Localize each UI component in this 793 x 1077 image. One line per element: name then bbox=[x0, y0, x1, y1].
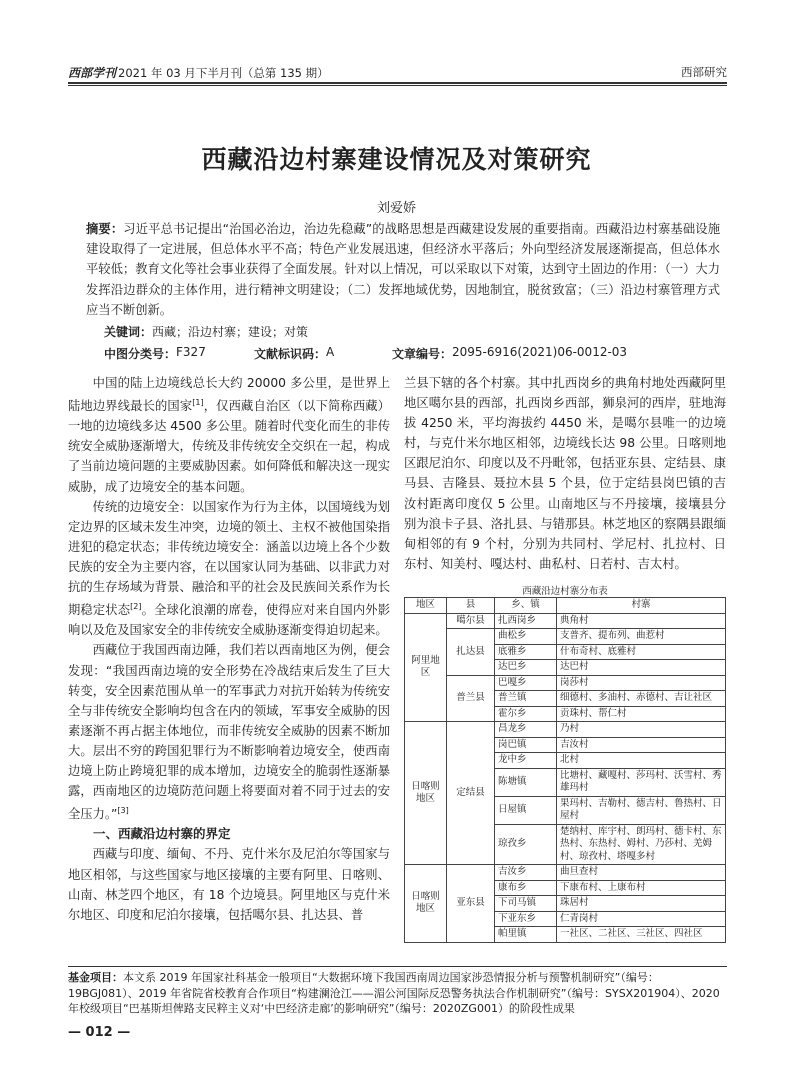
journal-logo: 西部学刊 bbox=[68, 66, 117, 80]
page-number: — 012 — bbox=[68, 1025, 131, 1040]
village-cell: 典角村 bbox=[557, 613, 726, 629]
table-row bbox=[405, 629, 726, 645]
town-cell: 岗巴镇 bbox=[495, 737, 557, 753]
town-cell: 下亚东乡 bbox=[495, 911, 557, 927]
paragraph: 西藏与印度、缅甸、不丹、克什米尔及尼泊尔等国家与地区相邻，与这些国家与地区接壤的主要有阿里、日喀则、山南、林芝四个地区，有 18 个边境县。阿里地区与克什米尔地区、印度和尼泊尔接壤，包括噶尔县、扎达县、普 bbox=[68, 847, 390, 922]
keywords-label: 关键词： bbox=[104, 325, 153, 339]
town-cell: 达巴乡 bbox=[495, 660, 557, 676]
village-cell: 什布奇村、底雅村 bbox=[557, 644, 726, 660]
section-heading: 一、西藏沿边村寨的界定 bbox=[93, 826, 231, 842]
column-header: 县 bbox=[447, 598, 495, 614]
village-cell: 果玛村、吉勒村、德吉村、鲁热村、日屋村 bbox=[557, 796, 726, 824]
column-header: 乡、镇 bbox=[495, 598, 557, 614]
body-column-right bbox=[404, 373, 726, 574]
village-cell: 北村 bbox=[557, 753, 726, 769]
column-header: 村寨 bbox=[557, 598, 726, 614]
body-column-left bbox=[68, 373, 390, 925]
paragraph: 传统的边境安全：以国家作为行为主体，以国境线为划定边界的区域未发生冲突，边境的领土、主权不被他国染指进犯的稳定状态；非传统边境安全：涵盖以边境上各个少数民族的安全为主要内容，在以国家认同为基础、以非武力对抗的生存场域为背景、融洽和平的社会及民族间关系作为长期稳定状态[2]。全球化浪潮的席卷，使得应对来自国内外影响以及危及国家安全的非传统安全威胁逐渐变得迫切起来。 bbox=[68, 499, 390, 638]
county-cell: 扎达县 bbox=[447, 629, 495, 676]
clc-value: F327 bbox=[176, 345, 206, 359]
county-cell: 普兰县 bbox=[447, 675, 495, 722]
town-cell: 普兰镇 bbox=[495, 691, 557, 707]
town-cell: 底雅乡 bbox=[495, 644, 557, 660]
keywords bbox=[104, 323, 308, 340]
town-cell: 扎西岗乡 bbox=[495, 613, 557, 629]
header-rule bbox=[68, 82, 727, 84]
clc-label: 中图分类号： bbox=[104, 347, 177, 361]
town-cell: 下司马镇 bbox=[495, 896, 557, 912]
village-cell: 曲旦查村 bbox=[557, 865, 726, 881]
region-cell: 日喀则地区 bbox=[405, 722, 447, 865]
paragraph: 西藏位于我国西南边陲，我们若以西南地区为例，便会发现：“我国西南边境的安全形势在冷战结束后发生了巨大转变，安全因素范围从单一的军事武力对抗开始转为传统安全与非传统安全影响均包含在内的领域，军事安全威胁的因素逐渐不再占据主体地位，而非传统安全威胁的因素不断加大。层出不穷的跨国犯罪行为不断影响着边境安全，使西南边境上防止跨境犯罪的成本增加，边境安全的脆弱性逐渐暴露，西南地区的边境防范问题上将要面对着不同于过去的安全压力。”[3] bbox=[68, 643, 390, 822]
town-cell: 霍尔乡 bbox=[495, 706, 557, 722]
table-row bbox=[405, 613, 726, 629]
issue-text: 2021 年 03 月下半月刊（总第 135 期） bbox=[118, 66, 329, 80]
village-distribution-table bbox=[404, 597, 726, 943]
county-cell: 噶尔县 bbox=[447, 613, 495, 629]
table-title: 西藏沿边村寨分布表 bbox=[522, 586, 608, 597]
table-header-row bbox=[405, 598, 726, 614]
journal-issue bbox=[68, 64, 329, 81]
footnote-text: 本文系 2019 年国家社科基金一般项目“大数据环境下我国西南周边国家涉恐情报分析与预警机制研究”（编号：19BGJ081）、2019 年省院省校教育合作项目“构建澜沧江——湄公河国际反恐警务执法合作机制研究”（编号：SYSX201904）、2020 年校级项目“巴基斯坦俾路支民粹主义对‘中巴经济走廊’的影响研究”（编号：2020ZG001）的阶段性成果 bbox=[68, 971, 720, 1015]
village-cell: 贡珠村、帮仁村 bbox=[557, 706, 726, 722]
region-cell: 阿里地区 bbox=[405, 613, 447, 722]
town-cell: 帕里镇 bbox=[495, 927, 557, 943]
paragraph: 兰县下辖的各个村寨。其中扎西岗乡的典角村地处西藏阿里地区噶尔县的西部，扎西岗乡西部，狮泉河的西岸，驻地海拔 4250 米，平均海拔约 4450 米，是噶尔县唯一的边境村，与克什米尔地区相邻，边境线长达 98 公里。日喀则地区跟尼泊尔、印度以及不丹毗邻，包括亚东县、定结县、康马县、吉隆县、聂拉木县 5 个县，位于定结县岗巴镇的吉汝村距离印度仅 5 公里。山南地区与不丹接壤，接壤县分别为浪卡子县、洛扎县、与错那县。林芝地区的察隅县跟缅甸相邻的有 9 个村，分别为共同村、学尼村、扎拉村、日东村、知美村、嘎达村、曲私村、日若村、吉太村。 bbox=[404, 376, 726, 571]
county-cell: 亚东县 bbox=[447, 865, 495, 943]
town-cell: 日屋镇 bbox=[495, 796, 557, 824]
running-header bbox=[68, 58, 727, 82]
paragraph: 中国的陆上边境线总长大约 20000 多公里，是世界上陆地边界线最长的国家[1]，仅西藏自治区（以下简称西藏）一地的边境线多达 4500 多公里。随着时代变化而生的非传统安全威胁逐渐增大，传统及非传统安全交织在一起，构成了当前边境问题的主要威胁因素。如何降低和解决这一现实威胁，成了边境安全的基本问题。 bbox=[68, 376, 390, 494]
village-cell: 仁青岗村 bbox=[557, 911, 726, 927]
funding-footnote bbox=[68, 970, 728, 1017]
village-cell: 细德村、多油村、赤德村、吉让社区 bbox=[557, 691, 726, 707]
citation-ref[interactable]: [2] bbox=[130, 602, 142, 612]
town-cell: 吉汝乡 bbox=[495, 865, 557, 881]
abstract-text: 习近平总书记提出“治国必治边，治边先稳藏”的战略思想是西藏建设发展的重要指南。西藏沿边村寨基础设施建设取得了一定进展，但总体水平不高；特色产业发展迅速，但经济水平落后；外向型经济发展逐渐提高，但总体水平较低；教育文化等社会事业获得了全面发展。针对以上情况，可以采取以下对策，达到守土固边的作用：（一）大力发挥沿边群众的主体作用，进行精神文明建设；（二）发挥地域优势，因地制宜，脱贫致富；（三）沿边村寨管理方式应当不断创新。 bbox=[86, 222, 720, 317]
town-cell: 康布乡 bbox=[495, 880, 557, 896]
town-cell: 曲松乡 bbox=[495, 629, 557, 645]
table-body bbox=[405, 613, 726, 942]
article-title: 西藏沿边村寨建设情况及对策研究 bbox=[201, 145, 592, 174]
village-cell: 下康布村、上康布村 bbox=[557, 880, 726, 896]
column-name: 西部研究 bbox=[681, 65, 727, 79]
town-cell: 琼孜乡 bbox=[495, 824, 557, 865]
village-cell: 支普齐、提布列、曲惹村 bbox=[557, 629, 726, 645]
column-header: 地区 bbox=[405, 598, 447, 614]
village-cell: 达巴村 bbox=[557, 660, 726, 676]
village-cell: 吉汝村 bbox=[557, 737, 726, 753]
town-cell: 龙中乡 bbox=[495, 753, 557, 769]
author: 刘爱娇 bbox=[376, 201, 416, 216]
county-cell: 定结县 bbox=[447, 722, 495, 865]
article-no-label: 文章编号： bbox=[392, 347, 453, 361]
table-row bbox=[405, 675, 726, 691]
doc-value: A bbox=[326, 345, 335, 359]
village-cell: 一社区、二社区、三社区、四社区 bbox=[557, 927, 726, 943]
village-cell: 珠居村 bbox=[557, 896, 726, 912]
citation-ref[interactable]: [3] bbox=[117, 806, 129, 816]
article-no-value: 2095-6916(2021)06-0012-03 bbox=[452, 345, 628, 359]
table-row bbox=[405, 722, 726, 738]
doc-label: 文献标识码： bbox=[254, 347, 327, 361]
town-cell: 昌龙乡 bbox=[495, 722, 557, 738]
town-cell: 陈塘镇 bbox=[495, 768, 557, 796]
village-cell: 乃村 bbox=[557, 722, 726, 738]
keywords-text: 西藏；沿边村寨；建设；对策 bbox=[152, 325, 309, 339]
region-cell: 日喀则地区 bbox=[405, 865, 447, 943]
footnote-label: 基金项目： bbox=[68, 971, 123, 984]
town-cell: 巴嘎乡 bbox=[495, 675, 557, 691]
abstract-label: 摘要： bbox=[86, 222, 124, 236]
abstract bbox=[86, 219, 720, 320]
footnote-rule bbox=[68, 966, 727, 967]
header-rule-thin bbox=[68, 85, 727, 86]
village-cell: 岗莎村 bbox=[557, 675, 726, 691]
village-cell: 楚纳村、库宇村、朗玛村、德卡村、东热村、东热村、姆村、乃莎村、羌姆村、琼孜村、塔嘎多村 bbox=[557, 824, 726, 865]
village-cell: 比塘村、藏嘎村、莎玛村、沃雪村、秀雄玛村 bbox=[557, 768, 726, 796]
citation-ref[interactable]: [1] bbox=[192, 398, 204, 408]
table-row bbox=[405, 865, 726, 881]
